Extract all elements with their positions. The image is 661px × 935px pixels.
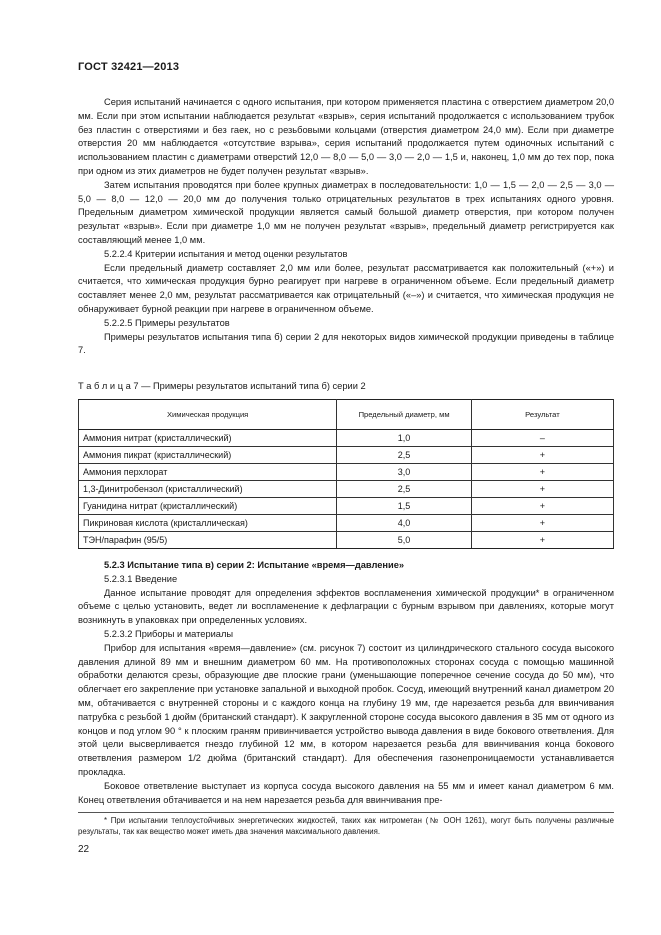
paragraph-larger-diameters: Затем испытания проводятся при более крупных диаметрах в последовательности: 1,0 — 1,5 — 2,0 — 2,5 — 3,0 — 5,0 — 8,0 — 12,0 — 20,0 мм до получения только отрицательных результатов в трех испытаниях одного уровня. Предельным диаметром химической продукции является самый большой диаметр отверстия, при котором получен результат «взрыв». Если при диаметре 1,0 мм не получен результат «взрыв», предельный диаметр регистрируется как составляющий менее 1,0 мм. <box>78 179 614 245</box>
heading-5-2-3-1: 5.2.3.1 Введение <box>104 573 178 584</box>
paragraph-introduction: Данное испытание проводят для определения эффектов воспламенения химической продукции* в ограниченном объеме с целью установить, ведет ли воспламенение к дефлаграции с бурным взрывом при давлениях, которые могут возникнуть в упаковках при определенных условиях. <box>78 587 614 626</box>
column-header-result: Результат <box>471 400 613 430</box>
cell-product: Гуанидина нитрат (кристаллический) <box>79 498 337 515</box>
cell-result: + <box>471 532 613 549</box>
cell-diameter: 3,0 <box>337 464 472 481</box>
column-header-diameter: Предельный диаметр, мм <box>337 400 472 430</box>
cell-diameter: 4,0 <box>337 515 472 532</box>
paragraph-criteria: Если предельный диаметр составляет 2,0 мм или более, результат рассматривается как положительный («+») и считается, что химическая продукция бурно реагирует при нагреве в ограниченном объеме. Если предельный диаметр составляет менее 2,0 мм, результат рассматривается как отрицательный («–») и считается, что химическая продукция не обнаруживает бурной реакции при нагреве в ограниченном объеме. <box>78 262 614 314</box>
table-header-row <box>79 400 614 430</box>
cell-diameter: 1,0 <box>337 430 472 447</box>
table-row <box>79 481 614 498</box>
footnote <box>78 816 614 837</box>
cell-result: + <box>471 464 613 481</box>
body-text <box>78 96 614 358</box>
cell-result: + <box>471 447 613 464</box>
heading-5-2-2-5: 5.2.2.5 Примеры результатов <box>104 317 230 328</box>
heading-5-2-3 <box>78 559 614 573</box>
document-header: ГОСТ 32421—2013 <box>78 61 180 73</box>
heading-5-2-2-4: 5.2.2.4 Критерии испытания и метод оценки результатов <box>104 248 348 259</box>
table-row <box>79 515 614 532</box>
footnote-text: * При испытании теплоустойчивых энергетических жидкостей, таких как нитрометан (№ ООН 1261), могут быть получены различные результаты, так как вещество может иметь два значения максимального давления. <box>78 816 614 836</box>
cell-diameter: 5,0 <box>337 532 472 549</box>
cell-result: – <box>471 430 613 447</box>
heading-5-2-3-bold: 5.2.3 Испытание типа в) серии 2: Испытание «время—давление» <box>104 560 405 570</box>
cell-product: 1,3-Динитробензол (кристаллический) <box>79 481 337 498</box>
cell-product: Аммония нитрат (кристаллический) <box>79 430 337 447</box>
table-row <box>79 430 614 447</box>
footnote-divider <box>78 812 614 813</box>
section-5-2-3 <box>78 559 614 807</box>
table-row <box>79 498 614 515</box>
cell-result: + <box>471 481 613 498</box>
cell-result: + <box>471 498 613 515</box>
table-row <box>79 464 614 481</box>
results-table <box>78 399 614 549</box>
cell-diameter: 2,5 <box>337 447 472 464</box>
table-caption: Т а б л и ц а 7 — Примеры результатов испытаний типа б) серии 2 <box>78 381 366 391</box>
page-number: 22 <box>78 844 90 855</box>
paragraph-series-start: Серия испытаний начинается с одного испытания, при котором применяется пластина с отверстием диаметром 20,0 мм. Если при этом испытании наблюдается результат «взрыв», серия испытаний продолжается с использованием трубок без пластин с отверстиями и без гаек, но с резьбовыми кольцами (отверстия диаметром 24,0 мм). Если при диаметре отверстия 20 мм наблюдается «отсутствие взрыва», серия испытаний продолжается путем одиночных испытаний с использованием пластин с диаметрами отверстий 12,0 — 8,0 — 5,0 — 3,0 — 2,0 — 1,5 и, наконец, 1,0 мм до тех пор, пока при одном из этих диаметров не будет получен результат «взрыв». <box>78 97 614 176</box>
cell-product: Аммония пикрат (кристаллический) <box>79 447 337 464</box>
cell-result: + <box>471 515 613 532</box>
cell-product: ТЭН/парафин (95/5) <box>79 532 337 549</box>
paragraph-side-branch: Боковое ответвление выступает из корпуса сосуда высокого давления на 55 мм и имеет канал диаметром 6 мм. Конец ответвления обтачивается и на нем нарезается резьба для ввинчивания пре- <box>78 780 614 805</box>
table-row <box>79 532 614 549</box>
paragraph-apparatus: Прибор для испытания «время—давление» (см. рисунок 7) состоит из цилиндрического стального сосуда высокого давления длиной 89 мм и внешним диаметром 60 мм. На противоположных сторонах сосуда с помощью машинной обработки делаются срезы, образующие две плоские грани (уменьшающие поперечное сечение сосуда до 50 мм), что облегчает его закрепление при установке запальной и выходной пробок. Сосуд, имеющий внутренний канал диаметром 20 мм, обтачивается с внутренней стороны и с каждого конца на глубину 19 мм, где нарезается резьба для ввинчивания патрубка с резьбой 1 дюйм (британский стандарт). К закругленной стороне сосуда высокого давления в 35 мм от одного из концов и под углом 90 ° к плоским граням привинчивается устройство вывода давления в виде бокового ответвления. Для этой цели высверливается гнездо глубиной 12 мм, в котором нарезается резьба для ввинчивания конца бокового ответвления размером 1/2 дюйма (британский стандарт). Для обеспечения газонепроницаемости устанавливается прокладка. <box>78 642 614 777</box>
paragraph-examples: Примеры результатов испытания типа б) серии 2 для некоторых видов химической продукции приведены в таблице 7. <box>78 331 614 356</box>
cell-diameter: 2,5 <box>337 481 472 498</box>
cell-product: Пикриновая кислота (кристаллическая) <box>79 515 337 532</box>
heading-5-2-3-2: 5.2.3.2 Приборы и материалы <box>104 628 234 639</box>
table-row <box>79 447 614 464</box>
column-header-product: Химическая продукция <box>79 400 337 430</box>
cell-diameter: 1,5 <box>337 498 472 515</box>
cell-product: Аммония перхлорат <box>79 464 337 481</box>
